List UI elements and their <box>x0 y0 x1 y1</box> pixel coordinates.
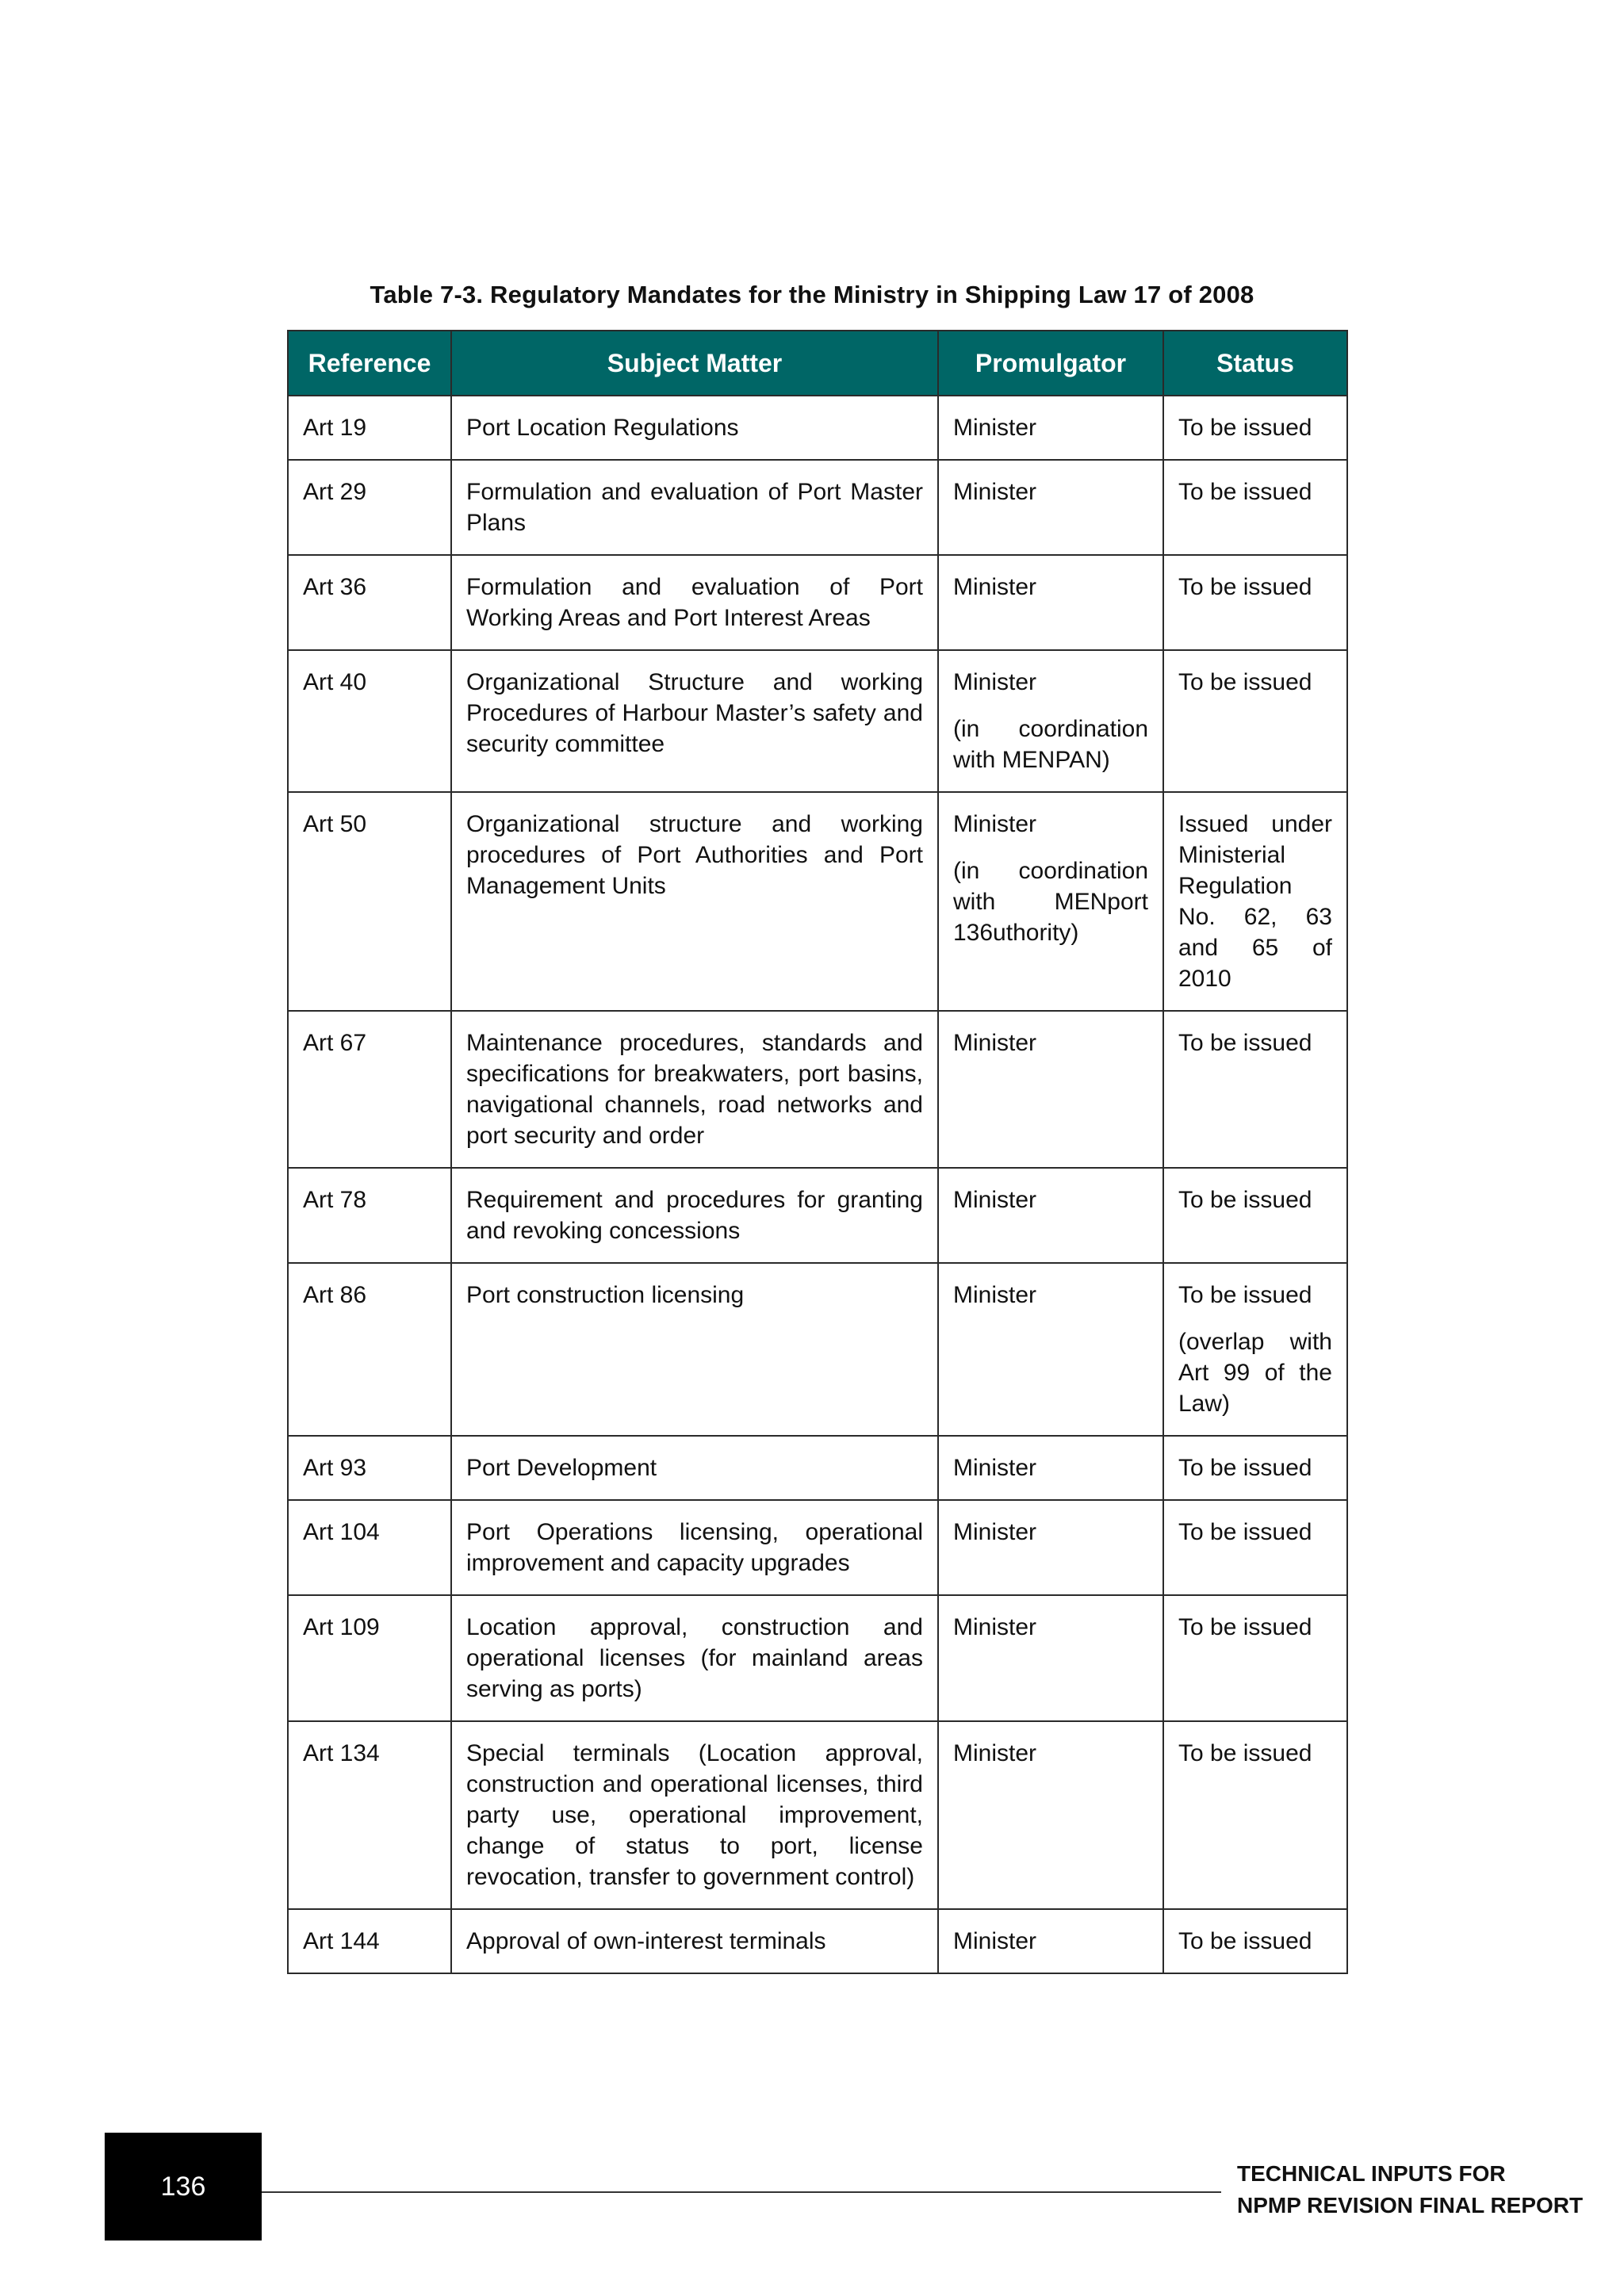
cell-status-text: To be issued <box>1178 1030 1312 1056</box>
cell-subject-matter <box>451 650 938 792</box>
header-promulgator: Promulgator <box>938 331 1163 396</box>
cell-subject-matter <box>451 460 938 555</box>
cell-reference <box>288 1011 451 1168</box>
table-row <box>288 555 1347 650</box>
cell-reference-text: Art 104 <box>303 1519 380 1545</box>
cell-reference <box>288 650 451 792</box>
cell-status-text: To be issued <box>1178 415 1312 441</box>
cell-promulgator-text: Minister <box>953 1740 1037 1766</box>
promulgator-note: (in coordination with MENport 136uthority) <box>953 858 1148 946</box>
table-row <box>288 1721 1347 1909</box>
cell-subject-matter <box>451 396 938 460</box>
cell-status-text: To be issued <box>1178 1614 1312 1640</box>
table-row <box>288 1436 1347 1500</box>
table-row <box>288 1595 1347 1721</box>
footer-report-title <box>1237 2158 1583 2221</box>
cell-subject-matter-text: Port construction licensing <box>466 1282 745 1308</box>
cell-reference <box>288 1721 451 1909</box>
cell-status-text: To be issued <box>1178 479 1312 505</box>
cell-promulgator <box>938 1595 1163 1721</box>
cell-promulgator-text: Minister <box>953 1187 1037 1213</box>
cell-subject-matter <box>451 1500 938 1595</box>
cell-reference-text: Art 36 <box>303 574 367 600</box>
cell-status <box>1163 460 1347 555</box>
table-row <box>288 1500 1347 1595</box>
cell-subject-matter <box>451 1909 938 1973</box>
cell-status <box>1163 650 1347 792</box>
cell-promulgator <box>938 1909 1163 1973</box>
header-status: Status <box>1163 331 1347 396</box>
cell-reference <box>288 1500 451 1595</box>
cell-subject-matter <box>451 555 938 650</box>
cell-reference-text: Art 67 <box>303 1030 367 1056</box>
status-note: (overlap with Art 99 of the Law) <box>1178 1329 1332 1417</box>
cell-subject-matter-text: Organizational structure and working procedures of Port Authorities and Port Management Units <box>466 811 923 899</box>
cell-reference-text: Art 19 <box>303 415 367 441</box>
cell-status <box>1163 1011 1347 1168</box>
cell-subject-matter <box>451 1436 938 1500</box>
cell-subject-matter <box>451 1263 938 1436</box>
cell-promulgator <box>938 1011 1163 1168</box>
header-subject-matter: Subject Matter <box>451 331 938 396</box>
cell-subject-matter-text: Formulation and evaluation of Port Master Plans <box>466 479 923 536</box>
cell-promulgator <box>938 555 1163 650</box>
table-row <box>288 460 1347 555</box>
cell-status <box>1163 1500 1347 1595</box>
cell-status <box>1163 396 1347 460</box>
cell-promulgator <box>938 1168 1163 1263</box>
cell-status-text: To be issued <box>1178 574 1312 600</box>
cell-subject-matter-text: Formulation and evaluation of Port Working Areas and Port Interest Areas <box>466 574 923 631</box>
footer-title-line-2: NPMP REVISION FINAL REPORT <box>1237 2193 1584 2218</box>
cell-reference <box>288 555 451 650</box>
cell-reference-text: Art 50 <box>303 811 367 837</box>
cell-promulgator-text: Minister <box>953 1282 1037 1308</box>
cell-status <box>1163 1263 1347 1436</box>
cell-promulgator <box>938 792 1163 1011</box>
cell-subject-matter <box>451 1168 938 1263</box>
cell-status-text: To be issued <box>1178 669 1312 695</box>
cell-promulgator <box>938 1500 1163 1595</box>
cell-promulgator-text: Minister <box>953 415 1037 441</box>
table-row <box>288 396 1347 460</box>
cell-promulgator-text: Minister <box>953 1030 1037 1056</box>
cell-status <box>1163 1168 1347 1263</box>
cell-subject-matter-text: Port Operations licensing, operational improvement and capacity upgrades <box>466 1519 923 1576</box>
table-caption: Table 7-3. Regulatory Mandates for the Ministry in Shipping Law 17 of 2008 <box>370 281 1254 308</box>
cell-subject-matter-text: Approval of own-interest terminals <box>466 1928 826 1954</box>
page-number: 136 <box>160 2171 206 2202</box>
cell-reference-text: Art 109 <box>303 1614 380 1640</box>
cell-status-text: To be issued <box>1178 1455 1312 1481</box>
cell-reference-text: Art 86 <box>303 1282 367 1308</box>
table-row <box>288 792 1347 1011</box>
cell-promulgator <box>938 1721 1163 1909</box>
mandates-table-container <box>287 330 1346 1974</box>
cell-subject-matter <box>451 1721 938 1909</box>
cell-reference-text: Art 144 <box>303 1928 380 1954</box>
cell-promulgator <box>938 1263 1163 1436</box>
cell-subject-matter-text: Port Development <box>466 1455 657 1481</box>
promulgator-note: (in coordination with MENPAN) <box>953 716 1148 773</box>
footer-title-line-1: TECHNICAL INPUTS FOR <box>1237 2161 1506 2186</box>
mandates-table <box>287 330 1348 1974</box>
cell-reference <box>288 792 451 1011</box>
table-row <box>288 1168 1347 1263</box>
cell-promulgator-text: Minister <box>953 811 1037 837</box>
cell-promulgator-text: Minister <box>953 1614 1037 1640</box>
table-row <box>288 1011 1347 1168</box>
cell-status-text: Issued under Ministerial Regulation No. 62, 63 and 65 of 2010 <box>1178 811 1332 992</box>
cell-status <box>1163 1436 1347 1500</box>
cell-reference <box>288 460 451 555</box>
cell-reference <box>288 396 451 460</box>
table-body <box>288 396 1347 1973</box>
table-row <box>288 650 1347 792</box>
cell-reference <box>288 1595 451 1721</box>
cell-promulgator <box>938 396 1163 460</box>
cell-promulgator-text: Minister <box>953 479 1037 505</box>
cell-status <box>1163 1909 1347 1973</box>
cell-promulgator-text: Minister <box>953 1455 1037 1481</box>
cell-reference-text: Art 40 <box>303 669 367 695</box>
cell-subject-matter <box>451 1011 938 1168</box>
cell-status-text: To be issued <box>1178 1282 1312 1308</box>
cell-promulgator-text: Minister <box>953 1928 1037 1954</box>
table-row <box>288 1263 1347 1436</box>
cell-promulgator-text: Minister <box>953 574 1037 600</box>
cell-subject-matter-text: Port Location Regulations <box>466 415 739 441</box>
cell-subject-matter-text: Maintenance procedures, standards and specifications for breakwaters, port basins, navigational channels, road networks and port security and order <box>466 1030 923 1149</box>
table-row <box>288 1909 1347 1973</box>
cell-reference-text: Art 93 <box>303 1455 367 1481</box>
cell-promulgator <box>938 460 1163 555</box>
cell-status <box>1163 1721 1347 1909</box>
cell-reference <box>288 1436 451 1500</box>
header-reference: Reference <box>288 331 451 396</box>
cell-subject-matter <box>451 792 938 1011</box>
cell-reference <box>288 1168 451 1263</box>
page-number-box <box>105 2133 262 2241</box>
cell-subject-matter-text: Special terminals (Location approval, construction and operational licenses, third party use, operational improvement, change of status to port, license revocation, transfer to government control) <box>466 1740 923 1890</box>
cell-promulgator <box>938 650 1163 792</box>
cell-status-text: To be issued <box>1178 1187 1312 1213</box>
cell-status-text: To be issued <box>1178 1928 1312 1954</box>
cell-promulgator-text: Minister <box>953 669 1037 695</box>
cell-subject-matter <box>451 1595 938 1721</box>
cell-reference-text: Art 29 <box>303 479 367 505</box>
cell-promulgator-text: Minister <box>953 1519 1037 1545</box>
table-header-row <box>288 331 1347 396</box>
cell-reference-text: Art 78 <box>303 1187 367 1213</box>
cell-status <box>1163 1595 1347 1721</box>
cell-subject-matter-text: Location approval, construction and operational licenses (for mainland areas serving as ports) <box>466 1614 923 1702</box>
cell-status <box>1163 792 1347 1011</box>
cell-status-text: To be issued <box>1178 1519 1312 1545</box>
cell-promulgator <box>938 1436 1163 1500</box>
cell-subject-matter-text: Requirement and procedures for granting and revoking concessions <box>466 1187 923 1244</box>
cell-subject-matter-text: Organizational Structure and working Procedures of Harbour Master’s safety and security committee <box>466 669 923 757</box>
cell-status-text: To be issued <box>1178 1740 1312 1766</box>
footer-divider <box>262 2191 1221 2193</box>
cell-reference-text: Art 134 <box>303 1740 380 1766</box>
cell-reference <box>288 1263 451 1436</box>
cell-reference <box>288 1909 451 1973</box>
cell-status <box>1163 555 1347 650</box>
